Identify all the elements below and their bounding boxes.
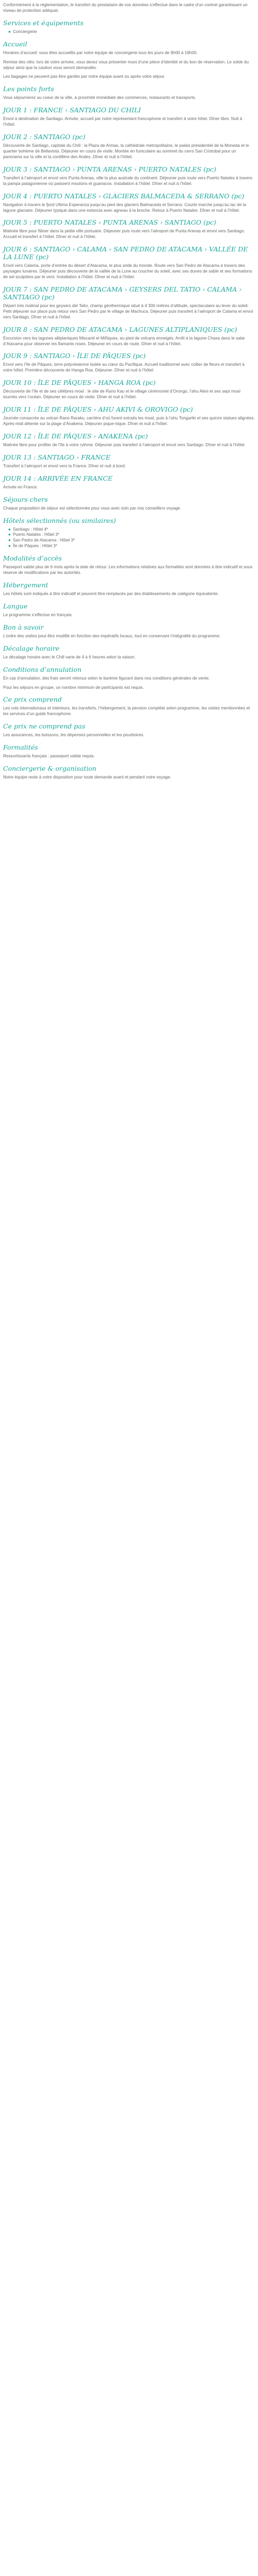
section-heading: JOUR 8 : SAN PEDRO DE ATACAMA › LAGUNES ALTIPLANIQUES (pc) — [3, 325, 237, 333]
section-heading: JOUR 7 : SAN PEDRO DE ATACAMA › GEYSERS DEL TATIO › CALAMA › SANTIAGO (pc) — [3, 285, 242, 301]
paragraph: En cas d’annulation, des frais seront retenus selon le barème figurant dans nos conditions générales de vente. — [3, 675, 210, 681]
section-heading: Langue — [3, 602, 28, 610]
section-heading: Décalage horaire — [3, 644, 60, 652]
section-heading: JOUR 10 : ÎLE DE PÂQUES › HANGA ROA (pc) — [3, 379, 156, 387]
list-item-text: San Pedro de Atacama : Hôtel 3* — [12, 538, 75, 543]
section-heading: JOUR 13 : SANTIAGO › FRANCE — [3, 453, 110, 461]
section-heading: Ce prix comprend — [3, 696, 62, 704]
bullet-icon: ● — [8, 532, 11, 537]
paragraph: Passeport valide plus de 6 mois après la date de retour. Les informations relatives aux formalités sont données à titre indicatif et sous réserve de modifications par les autorités. — [3, 565, 253, 575]
paragraph: Le décalage horaire avec le Chili varie de 4 à 6 heures selon la saison. — [3, 654, 136, 659]
section-heading: Les points forts — [3, 85, 54, 93]
list-item-text: Île de Pâques : Hôtel 3* — [12, 544, 57, 549]
paragraph: Envol vers Calama, porte d’entrée du désert d’Atacama, le plus aride du monde. Route vers San Pedro de Atacama à travers des paysages lunaires. Déjeuner puis découverte de la vallée de la Lune au coucher du soleil, avec ses dunes de sable et ses formations de sel sculptées par le vent. Installation à l’hôtel. Dîner et nuit à l’hôtel. — [3, 263, 252, 280]
paragraph: Départ très matinal pour les geysers del Tatio, champ géothermique situé à 4 300 mètres d’altitude, spectaculaire au lever du soleil. Petit déjeuner sur place puis retour vers San Pedro par le village de Machuca. Déjeuner puis transfert à l’aéroport de Calama et envol vers Santiago. Dîner et nuit à l’hôtel. — [3, 303, 253, 319]
section-heading: Bon à savoir — [3, 623, 44, 631]
section-heading: Modalités d’accès — [3, 554, 62, 563]
bullet-icon: ● — [8, 527, 11, 532]
section-heading: JOUR 5 : PUERTO NATALES › PUNTA ARENAS › SANTIAGO (pc) — [3, 218, 216, 227]
paragraph: Notre équipe reste à votre disposition pour toute demande avant et pendant votre voyage. — [3, 775, 171, 780]
paragraph: Navigation à travers le fjord Ultima Esperanza jusqu’au pied des glaciers Balmaceda et Serrano. Courte marche jusqu’au lac de la lagune glaciaire. Déjeuner typique dans une estancia avec agneau à la broche. Retour à Puerto Natales. Dîner et nuit à l’hôtel. — [3, 202, 247, 213]
bullet-icon: ● — [8, 29, 11, 34]
paragraph: Conformément à la réglementation, le transfert du prestataire de vos données s’effectue dans le cadre d’un contrat garantissant un niveau de protection adéquat. — [3, 3, 248, 13]
bullet-list — [3, 527, 255, 550]
paragraph: Ressortissants français : passeport valide requis. — [3, 754, 95, 759]
section-heading: Ce prix ne comprend pas — [3, 722, 86, 731]
section-heading: Hôtels sélectionnés (ou similaires) — [3, 516, 116, 524]
paragraph: Matinée libre pour flâner dans la petite ville portuaire. Déjeuner puis route vers l’aéroport de Punta Arenas et envol vers Santiago. Accueil et transfert à l’hôtel. Dîner et nuit à l’hôtel. — [3, 229, 245, 240]
list-item — [8, 29, 255, 35]
paragraph: Journée consacrée au volcan Rano Raraku, carrière d’où furent extraits les moaï, puis à l’ahu Tongariki et ses quinze statues alignées. Après-midi détente sur la plage d’Anakena. Déjeuner pique-nique. Dîner et nuit à l’hôtel. — [3, 416, 255, 426]
paragraph: Les vols internationaux et intérieurs, les transferts, l’hébergement, la pension complète selon programme, les visites mentionnées et les services d’un guide francophone. — [3, 706, 250, 717]
section-heading: Services et équipements — [3, 19, 84, 27]
section-heading: Formalités — [3, 743, 38, 752]
paragraph: Matinée libre pour profiter de l’île à votre rythme. Déjeuner puis transfert à l’aéroport et envol vers Santiago. Dîner et nuit à l’hôtel. — [3, 442, 246, 447]
section-heading: JOUR 12 : ÎLE DE PÂQUES › ANAKENA (pc) — [3, 432, 148, 440]
paragraph: Excursion vers les lagunes altiplaniques Miscanti et Miñiques, au pied de volcans enneigés. Arrêt à la lagune Chaxa dans le salar d’Atacama pour observer les flamants roses. Déjeuner en cours de route. Dîner et nuit à l’hôtel. — [3, 335, 245, 346]
paragraph: Horaires d’accueil: vous êtes accueillis par notre équipe de conciergerie tous les jours de 9h00 à 19h00. — [3, 50, 198, 55]
paragraph: Arrivée en France. — [3, 484, 38, 489]
section-heading: Conditions d’annulation — [3, 665, 82, 673]
bullet-icon: ● — [8, 538, 11, 543]
section-heading: JOUR 6 : SANTIAGO › CALAMA › SAN PEDRO DE ATACAMA › VALLÉE DE LA LUNE (pc) — [3, 245, 248, 261]
section-heading: Accueil — [3, 40, 27, 48]
paragraph: Transfert à l’aéroport et envol vers la France. Dîner et nuit à bord. — [3, 463, 126, 468]
section-heading: JOUR 11 : ÎLE DE PÂQUES › AHU AKIVI & OROVIGO (pc) — [3, 405, 193, 414]
paragraph: Chaque proposition de séjour est sélectionnée pour vous avec soin par nos conseillers voyage. — [3, 505, 181, 511]
paragraph: Découverte de Santiago, capitale du Chili : la Plaza de Armas, la cathédrale métropolitaine, le palais présidentiel de la Moneda et le quartier bohème de Bellavista. Déjeuner en cours de visite. Montée en funiculaire au sommet du cerro San Cristobal pour un panorama sur la ville et la cordillère des Andes. Dîner et nuit à l’hôtel. — [3, 143, 249, 159]
section-heading: JOUR 2 : SANTIAGO (pc) — [3, 133, 86, 141]
section-heading: Séjours chers — [3, 495, 48, 503]
paragraph: Vous séjournerez au coeur de la ville, à proximité immédiate des commerces, restaurants et transports. — [3, 95, 197, 100]
list-item — [8, 532, 255, 538]
section-heading: JOUR 3 : SANTIAGO › PUNTA ARENAS › PUERTO NATALES (pc) — [3, 165, 216, 173]
paragraph: Remise des clés: lors de votre arrivée, vous devez vous présenter muni d’une pièce d’identité et du bon de réservation. Le solde du séjour ainsi que la caution vous seront demandés. — [3, 59, 249, 70]
bullet-icon: ● — [8, 544, 11, 549]
paragraph: Les assurances, les boissons, les dépenses personnelles et les pourboires. — [3, 733, 144, 738]
list-item — [8, 544, 255, 549]
section-heading: Conciergerie & organisation — [3, 765, 96, 773]
list-item-text: Conciergerie — [12, 29, 37, 34]
section-heading: JOUR 1 : FRANCE › SANTIAGO DU CHILI — [3, 106, 141, 114]
section-heading: JOUR 9 : SANTIAGO › ÎLE DE PÂQUES (pc) — [3, 352, 146, 360]
list-item — [8, 538, 255, 544]
paragraph: Découverte de l’île et de ses célèbres moaï : le site de Rano Kau et le village cérémoniel d’Orongo, l’ahu Akivi et ses sept moaï tournés vers l’océan. Déjeuner en cours de visite. Dîner et nuit à l’hôtel. — [3, 389, 241, 400]
list-item-text: Santiago : Hôtel 4* — [12, 527, 49, 532]
paragraph: Le programme s’effectue en français. — [3, 612, 73, 617]
bullet-list — [3, 29, 255, 35]
paragraph: Envol à destination de Santiago. Arrivée, accueil par notre représentant francophone et transfert à votre hôtel. Dîner libre. Nuit à l’hôtel. — [3, 116, 243, 127]
paragraph: Pour les séjours en groupe, un nombre minimum de participants est requis. — [3, 685, 144, 690]
paragraph: Les bagages ne peuvent pas être gardés par notre équipe avant ou après votre séjour. — [3, 74, 166, 79]
list-item-text: Puerto Natales : Hôtel 3* — [12, 532, 60, 537]
section-heading: Hébergement — [3, 581, 49, 589]
section-heading: JOUR 14 : ARRIVÉE EN FRANCE — [3, 474, 113, 482]
paragraph: Envol vers l’île de Pâques, terre polynésienne isolée au cœur du Pacifique. Accueil traditionnel avec collier de fleurs et transfert à votre hôtel. Première découverte de Hanga Roa. Déjeuner. Dîner et nuit à l’hôtel. — [3, 362, 245, 373]
section-heading: JOUR 4 : PUERTO NATALES › GLACIERS BALMACEDA & SERRANO (pc) — [3, 192, 245, 200]
paragraph: L’ordre des visites peut être modifié en fonction des impératifs locaux, tout en conservant l’intégralité du programme. — [3, 633, 221, 638]
paragraph: Transfert à l’aéroport et envol vers Punta Arenas, ville la plus australe du continent. Déjeuner puis route vers Puerto Natales à travers la pampa patagonienne où paissent moutons et guanacos. Installation à l’hôtel. Dîner et nuit à l’hôtel. — [3, 175, 253, 186]
list-item — [8, 527, 255, 533]
paragraph: Les hôtels sont indiqués à titre indicatif et peuvent être remplacés par des établissements de catégorie équivalente. — [3, 591, 219, 596]
